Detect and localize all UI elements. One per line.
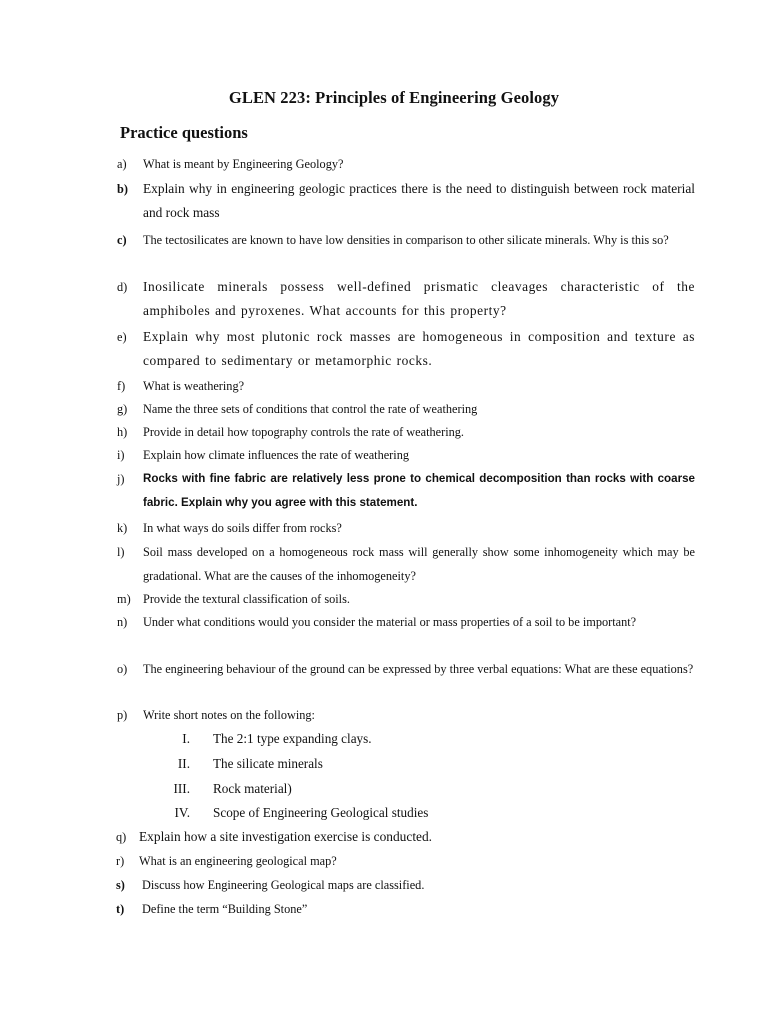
question-label: a) <box>117 157 127 171</box>
question-label: i) <box>117 448 125 462</box>
question-text: Rocks with fine fabric are relatively less prone to chemical decomposition than rocks with coarse fabric. Explain why you agree with this statement. <box>143 472 695 509</box>
question-label: l) <box>117 545 125 559</box>
question-text: Explain why in engineering geologic practices there is the need to distinguish between rock material and rock mass <box>143 181 695 220</box>
question-text: Soil mass developed on a homogeneous rock mass will generally show some inhomogeneity which may be gradational. What are the causes of the inhomogeneity? <box>143 545 695 583</box>
question-text: What is an engineering geological map? <box>139 854 337 868</box>
question-label: m) <box>117 592 131 606</box>
question-text: Define the term “Building Stone” <box>142 902 308 916</box>
question-label: f) <box>117 379 126 393</box>
subitem-text: Scope of Engineering Geological studies <box>213 805 429 820</box>
question-text: In what ways do soils differ from rocks? <box>143 521 342 535</box>
question-c <box>117 228 695 252</box>
question-label: n) <box>117 615 128 629</box>
question-q <box>116 825 694 849</box>
question-label: t) <box>116 902 125 916</box>
question-a <box>117 152 695 176</box>
question-text: Provide in detail how topography controls the rate of weathering. <box>143 425 464 439</box>
question-text: Under what conditions would you consider the material or mass properties of a soil to be important? <box>143 615 637 629</box>
question-p <box>117 703 695 727</box>
question-f <box>117 374 695 398</box>
question-text: What is meant by Engineering Geology? <box>143 157 344 171</box>
subitem-text: The 2:1 type expanding clays. <box>213 731 372 746</box>
document-title: GLEN 223: Principles of Engineering Geology <box>228 88 560 107</box>
question-text: The tectosilicates are known to have low densities in comparison to other silicate minerals. Why is this so? <box>143 233 669 247</box>
question-text: Explain how climate influences the rate of weathering <box>143 448 409 462</box>
question-text: Discuss how Engineering Geological maps are classified. <box>142 878 425 892</box>
question-r <box>116 849 694 873</box>
question-n <box>117 610 695 634</box>
question-label: c) <box>117 233 127 247</box>
question-e <box>117 325 695 373</box>
question-label: j) <box>117 472 125 486</box>
question-j <box>117 467 695 515</box>
question-text: Explain why most plutonic rock masses are homogeneous in composition and texture as compared to sedimentary or metamorphic rocks. <box>143 329 695 368</box>
question-text: What is weathering? <box>143 379 245 393</box>
question-s <box>116 873 694 897</box>
question-g <box>117 397 695 421</box>
question-label: e) <box>117 330 127 344</box>
question-label: g) <box>117 402 128 416</box>
question-i <box>117 443 695 467</box>
question-text: Explain how a site investigation exercise is conducted. <box>139 829 433 844</box>
question-text: Name the three sets of conditions that control the rate of weathering <box>143 402 478 416</box>
question-b <box>117 177 695 225</box>
question-k <box>117 516 695 540</box>
subitem-number: III. <box>173 781 190 796</box>
question-d <box>117 275 695 323</box>
question-text: Provide the textural classification of soils. <box>143 592 350 606</box>
subitem-text: Rock material) <box>213 781 292 796</box>
question-label: o) <box>117 662 128 676</box>
question-label: q) <box>116 830 127 844</box>
subitem-text: The silicate minerals <box>213 756 323 771</box>
question-label: s) <box>116 878 125 892</box>
question-label: k) <box>117 521 128 535</box>
question-text: The engineering behaviour of the ground can be expressed by three verbal equations: What are these equations? <box>143 662 694 676</box>
question-l <box>117 540 695 588</box>
question-h <box>117 420 695 444</box>
question-t <box>116 897 694 921</box>
question-text: Write short notes on the following: <box>143 708 315 722</box>
question-label: h) <box>117 425 128 439</box>
section-heading: Practice questions <box>120 123 248 142</box>
question-label: r) <box>116 854 125 868</box>
question-o <box>117 657 695 681</box>
question-label: p) <box>117 708 128 722</box>
question-text: Inosilicate minerals possess well-defined prismatic cleavages characteristic of the amphiboles and pyroxenes. What accounts for this property? <box>143 279 695 318</box>
question-label: d) <box>117 280 128 294</box>
subitem-number: IV. <box>174 805 190 820</box>
question-label: b) <box>117 182 128 196</box>
question-m <box>117 587 695 611</box>
subitem-number: II. <box>177 756 190 771</box>
subitem-number: I. <box>182 731 190 746</box>
